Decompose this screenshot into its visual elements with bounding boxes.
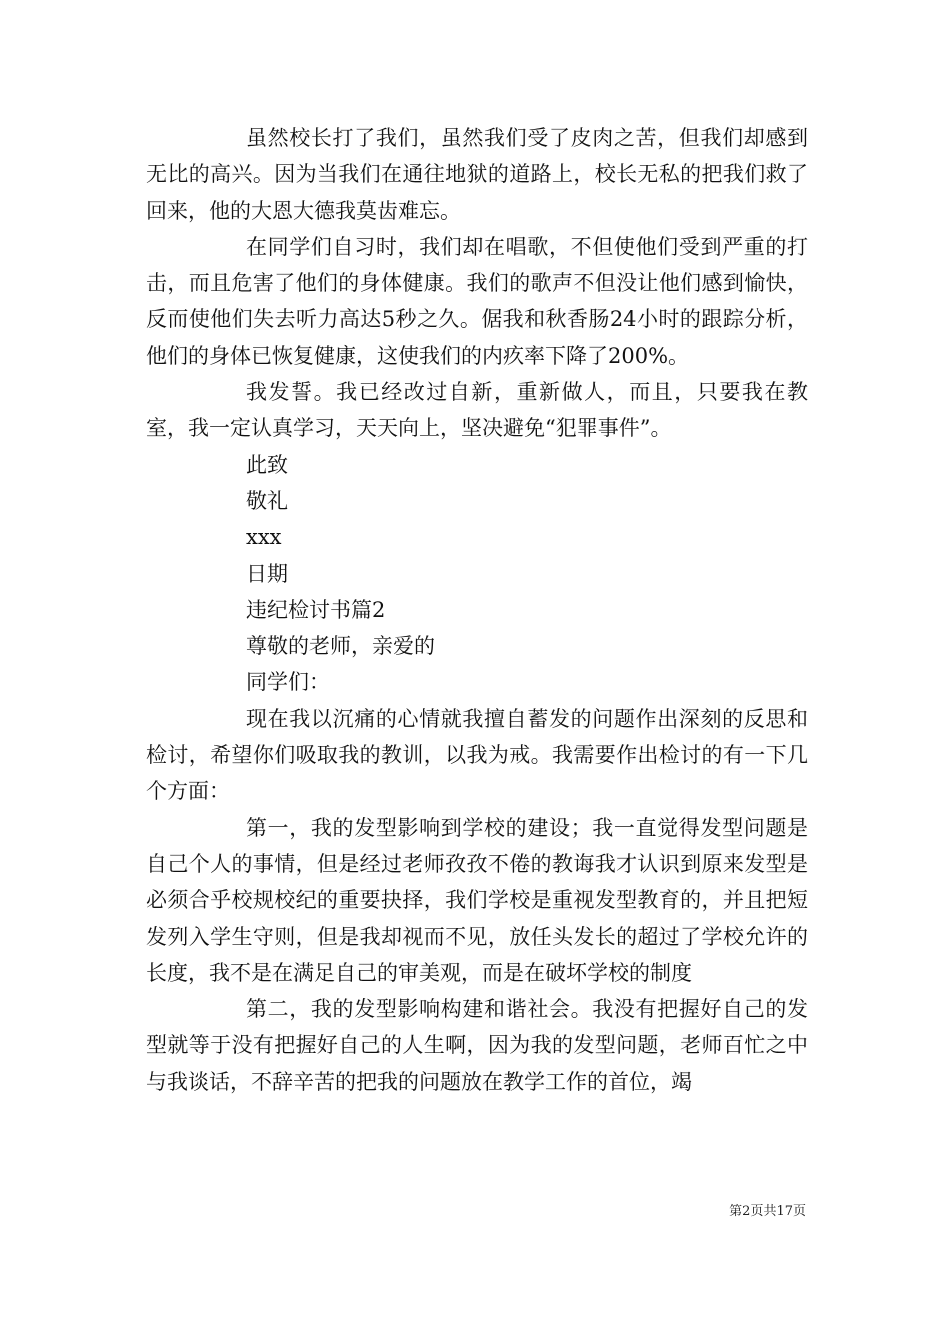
closing-line-1: 此致 [246, 452, 288, 477]
page-number: 第2页共17页 [729, 1204, 806, 1219]
paragraph-5: 第一，我的发型影响到学校的建设；我一直觉得发型问题是自己个人的事情，但是经过老师孜孜不倦的教诲我才认识到原来发型是必须合乎校规校纪的重要抉择，我们学校是重视发型教育的，并且把短发列入学生守则，但是我却视而不见，放任头发长的超过了学校允许的长度，我不是在满足自己的审美观，而是在破坏学校的制度 [146, 815, 808, 985]
date-line: 日期 [246, 561, 288, 586]
paragraph-4: 现在我以沉痛的心情就我擅自蓄发的问题作出深刻的反思和检讨，希望你们吸取我的教训，以我为戒。我需要作出检讨的有一下几个方面： [146, 706, 808, 804]
signature: xxx [246, 525, 282, 550]
paragraph-2: 在同学们自习时，我们却在唱歌，不但使他们受到严重的打击，而且危害了他们的身体健康。我们的歌声不但没让他们感到愉快，反而使他们失去听力高达5秒之久。倨我和秋香肠24小时的跟踪分析，他们的身体已恢复健康，这使我们的内疚率下降了200%。 [146, 234, 808, 368]
paragraph-1: 虽然校长打了我们，虽然我们受了皮肉之苦，但我们却感到无比的高兴。因为当我们在通往地狱的道路上，校长无私的把我们救了回来，他的大恩大德我莫齿难忘。 [146, 126, 808, 223]
closing-line-2: 敬礼 [246, 488, 288, 513]
section-title: 违纪检讨书篇2 [246, 597, 386, 622]
salutation-line-1: 尊敬的老师，亲爱的 [246, 634, 435, 659]
document-body [146, 120, 808, 1100]
paragraph-6: 第二，我的发型影响构建和谐社会。我没有把握好自己的发型就等于没有把握好自己的人生啊，因为我的发型问题，老师百忙之中与我谈话，不辞辛苦的把我的问题放在教学工作的首位，竭 [146, 997, 808, 1094]
paragraph-3: 我发誓。我已经改过自新，重新做人，而且，只要我在教室，我一定认真学习，天天向上，坚决避免“犯罪事件”。 [146, 380, 808, 441]
salutation-line-2: 同学们： [246, 670, 330, 695]
